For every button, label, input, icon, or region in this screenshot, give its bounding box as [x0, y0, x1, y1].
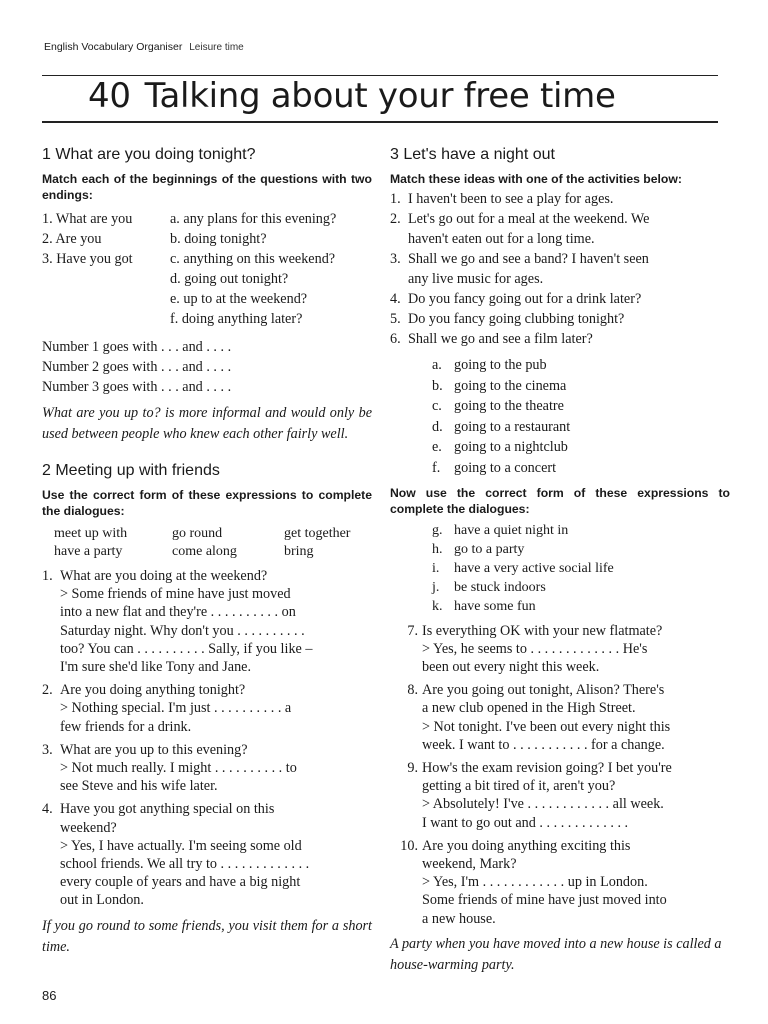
dialogue-line: Have you got anything special on this	[60, 801, 275, 818]
activity-text: going to the pub	[454, 357, 547, 373]
activity-text: going to the theatre	[454, 398, 564, 415]
activity-letter: c.	[432, 398, 442, 415]
item-number: 2.	[390, 211, 401, 227]
section-1-heading: 1 What are you doing tonight?	[42, 146, 256, 163]
idea-line: I haven't been to see a play for ages.	[408, 191, 614, 207]
dialogue-line: I want to go out and . . . . . . . . . . . . .	[422, 814, 629, 831]
dialogue-line: every couple of years and have a big night	[60, 874, 301, 891]
dialogue-line: weekend?	[60, 819, 117, 836]
section-2-heading: 2 Meeting up with friends	[42, 462, 220, 479]
expressions-list	[390, 521, 730, 616]
dialogue-line: > Some friends of mine have just moved	[60, 586, 291, 603]
expression-text: have a quiet night in	[454, 522, 569, 538]
dialogue-item	[42, 681, 372, 736]
beginning-item	[42, 309, 170, 329]
matching-table	[42, 209, 372, 329]
running-head	[44, 41, 244, 53]
activity-letter: d.	[432, 418, 443, 435]
dialogue-line: > Yes, I have actually. I'm seeing some old	[60, 837, 302, 854]
dialogue-line: weekend, Mark?	[422, 856, 517, 872]
activity-letter: f.	[432, 459, 441, 476]
activity-letter: b.	[432, 377, 443, 394]
expression-text: be stuck indoors	[454, 579, 546, 595]
item-number: 4.	[42, 801, 53, 818]
item-number: 10.	[400, 837, 418, 854]
item-number: 1.	[390, 191, 401, 207]
page-number: 86	[42, 988, 57, 1003]
dialogue-line: school friends. We all try to . . . . . . . . . . . . .	[60, 856, 310, 873]
item-number: 4.	[390, 291, 401, 307]
expression-text: go to a party	[454, 541, 525, 557]
dialogue-line: a new club opened in the High Street.	[422, 700, 636, 717]
dialogue-line: > Yes, he seems to . . . . . . . . . . . . . He's	[422, 640, 648, 657]
dialogue-line: Is everything OK with your new flatmate?	[422, 622, 663, 639]
section-1-note: What are you up to? is more informal and would only be used between people who knew each other fairly well.	[42, 405, 372, 442]
activity-text: going to the cinema	[454, 377, 567, 394]
ending-item: d. going out tonight?	[170, 271, 289, 287]
item-number: 3.	[390, 251, 401, 267]
dialogue-line: > Yes, I'm . . . . . . . . . . . . up in London.	[422, 874, 648, 891]
idea-line: Do you fancy going out for a drink later?	[408, 291, 642, 307]
dialogue-line: a new house.	[422, 910, 496, 927]
dialogue-item	[42, 741, 372, 796]
dialogue-line: Some friends of mine have just moved into	[422, 892, 667, 909]
unit-title-text: Talking about your free time	[144, 76, 616, 116]
dialogue-line: too? You can . . . . . . . . . . Sally, if you like –	[60, 640, 313, 657]
expression: have a party	[54, 544, 123, 559]
expression-item	[432, 578, 730, 597]
ending-item: e. up to at the weekend?	[170, 291, 308, 307]
activity-item	[432, 396, 730, 417]
activity-item	[432, 437, 730, 458]
dialogue-line: Are you going out tonight, Alison? There's	[422, 682, 665, 699]
beginning-item: 1. What are you	[42, 211, 133, 227]
dialogue-item	[42, 800, 372, 909]
activity-letter: a.	[432, 357, 442, 373]
item-number: 5.	[390, 311, 401, 327]
activity-text: going to a restaurant	[454, 418, 571, 435]
section-3-note: A party when you have moved into a new house is called a house-warming party.	[390, 935, 722, 973]
idea-line: any live music for ages.	[408, 271, 544, 287]
expression-text: have a very active social life	[454, 560, 614, 576]
item-number: 6.	[390, 331, 401, 347]
activity-item	[432, 458, 730, 479]
item-number: 9.	[407, 759, 418, 776]
ending-item: a. any plans for this evening?	[170, 211, 337, 227]
dialogue-item	[390, 622, 730, 677]
expression: come along	[172, 544, 237, 559]
answer-lines	[42, 337, 372, 397]
dialogue-line: > Nothing special. I'm just . . . . . . . . . . a	[60, 700, 292, 717]
section-3-instruction-2: Now use the correct form of these expressions to complete the dialogues:	[390, 485, 730, 516]
answer-line: Number 1 goes with . . . and . . . .	[42, 339, 232, 355]
answer-line: Number 2 goes with . . . and . . . .	[42, 359, 232, 375]
expression-box	[42, 525, 372, 561]
idea-item	[390, 309, 730, 329]
idea-line: haven't eaten out for a long time.	[408, 231, 595, 247]
dialogue-item	[390, 759, 730, 832]
item-number: 1.	[42, 568, 53, 584]
ending-item: b. doing tonight?	[170, 231, 267, 247]
activity-item	[432, 376, 730, 397]
right-column	[390, 145, 730, 976]
expression-letter: j.	[432, 579, 440, 595]
idea-line: Shall we go and see a band? I haven't seen	[408, 251, 649, 267]
dialogue-line: out in London.	[60, 892, 144, 909]
dialogue-line: What are you up to this evening?	[60, 741, 248, 758]
dialogue-line: been out every night this week.	[422, 658, 600, 675]
expression-item	[432, 597, 730, 616]
activity-text: going to a nightclub	[454, 439, 568, 456]
section-name: Leisure time	[189, 42, 244, 53]
section-3-dialogues	[390, 622, 730, 928]
expression: get together	[284, 526, 351, 541]
dialogue-item	[42, 567, 372, 676]
activity-letter: e.	[432, 439, 442, 456]
dialogue-line: What are you doing at the weekend?	[60, 568, 268, 584]
activity-item	[432, 417, 730, 438]
dialogue-line: Saturday night. Why don't you . . . . . . . . . .	[60, 622, 305, 639]
beginning-item	[42, 289, 170, 309]
beginning-item: 2. Are you	[42, 231, 102, 247]
item-number: 7.	[407, 622, 418, 639]
expression: bring	[284, 544, 314, 559]
book-title: English Vocabulary Organiser	[44, 41, 183, 53]
dialogue-line: Are you doing anything exciting this	[422, 837, 631, 854]
item-number: 3.	[42, 741, 53, 758]
dialogue-line: I'm sure she'd like Tony and Jane.	[60, 659, 252, 676]
item-number: 8.	[407, 682, 418, 699]
idea-line: Do you fancy going clubbing tonight?	[408, 311, 625, 327]
dialogue-line: see Steve and his wife later.	[60, 778, 218, 795]
idea-item	[390, 329, 730, 349]
expression-letter: h.	[432, 541, 443, 557]
dialogue-line: getting a bit tired of it, aren't you?	[422, 778, 616, 795]
unit-title	[88, 76, 616, 116]
dialogue-line: How's the exam revision going? I bet you're	[422, 759, 672, 776]
expression-letter: g.	[432, 522, 443, 538]
section-3-instruction: Match these ideas with one of the activities below:	[390, 172, 682, 186]
dialogue-line: Are you doing anything tonight?	[60, 682, 246, 699]
expression-item	[432, 540, 730, 559]
ending-item: f. doing anything later?	[170, 311, 303, 327]
section-2-instruction: Use the correct form of these expressions to complete the dialogues:	[42, 488, 372, 518]
dialogue-line: into a new flat and they're . . . . . . . . . . on	[60, 604, 296, 621]
expression-text: have some fun	[454, 598, 536, 614]
expression-letter: i.	[432, 560, 440, 576]
dialogue-line: week. I want to . . . . . . . . . . . for a change.	[422, 736, 665, 753]
idea-item	[390, 289, 730, 309]
idea-item	[390, 209, 730, 249]
expression: meet up with	[54, 526, 128, 541]
activity-text: going to a concert	[454, 459, 557, 476]
expression-item	[432, 559, 730, 578]
ideas-list	[390, 189, 730, 349]
dialogue-line: > Not tonight. I've been out every night this	[422, 718, 671, 735]
dialogue-item	[390, 837, 730, 928]
section-2-dialogues	[42, 567, 372, 910]
idea-line: Let's go out for a meal at the weekend. We	[408, 211, 650, 227]
dialogue-line: > Absolutely! I've . . . . . . . . . . . . all week.	[422, 796, 664, 813]
beginning-item: 3. Have you got	[42, 251, 133, 267]
expression-item	[432, 521, 730, 540]
dialogue-line: few friends for a drink.	[60, 718, 192, 735]
expression: go round	[172, 526, 223, 541]
expression-letter: k.	[432, 598, 443, 614]
title-underline	[42, 121, 718, 123]
left-column	[42, 145, 372, 958]
idea-line: Shall we go and see a film later?	[408, 331, 593, 347]
unit-number: 40	[88, 76, 131, 116]
section-3-heading: 3 Let's have a night out	[390, 146, 555, 163]
beginning-item	[42, 269, 170, 289]
dialogue-line: > Not much really. I might . . . . . . . . . . to	[60, 760, 297, 777]
answer-line: Number 3 goes with . . . and . . . .	[42, 379, 232, 395]
section-2-note: If you go round to some friends, you visit them for a short time.	[42, 917, 372, 955]
activities-list	[390, 355, 730, 479]
dialogue-item	[390, 681, 730, 754]
ending-item: c. anything on this weekend?	[170, 251, 336, 267]
activity-item	[432, 355, 730, 376]
section-1-instruction: Match each of the beginnings of the questions with two endings:	[42, 172, 372, 202]
item-number: 2.	[42, 682, 53, 699]
idea-item	[390, 189, 730, 209]
idea-item	[390, 249, 730, 289]
